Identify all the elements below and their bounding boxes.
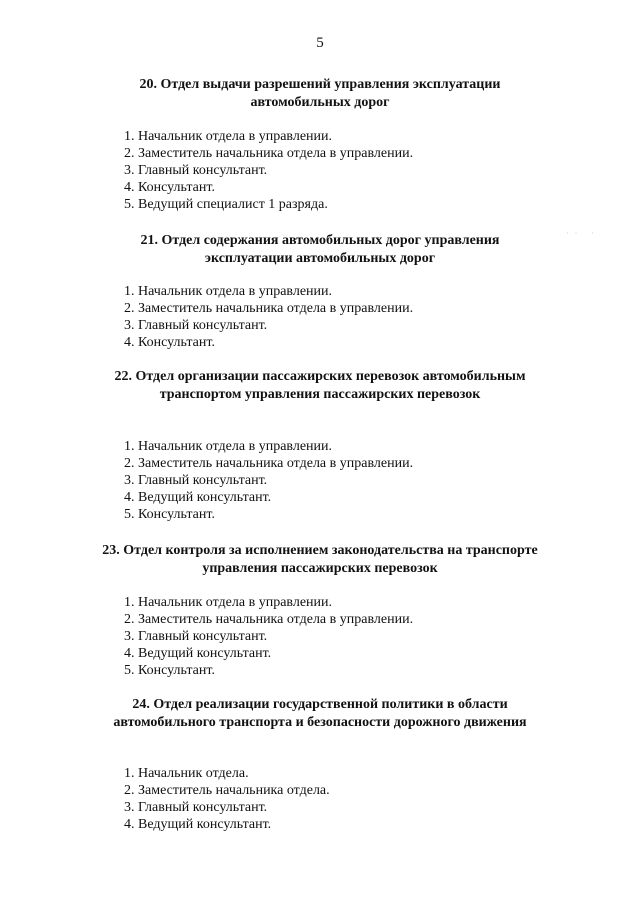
list-item: 4. Ведущий консультант. (124, 817, 272, 832)
list-item: 1. Начальник отдела в управлении. (124, 284, 333, 299)
section-24 (0, 696, 640, 732)
section-title: 21. Отдел содержания автомобильных дорог управления эксплуатации автомобильных дорог (140, 233, 500, 266)
section-21 (0, 232, 640, 268)
section-20-list (124, 128, 413, 213)
list-item: 5. Ведущий специалист 1 разряда. (124, 197, 328, 212)
list-item: 4. Консультант. (124, 180, 215, 195)
list-item: 3. Главный консультант. (124, 163, 268, 178)
list-item: 3. Главный консультант. (124, 473, 268, 488)
section-23 (0, 542, 640, 578)
section-title: 20. Отдел выдачи разрешений управления эксплуатации автомобильных дорог (139, 77, 501, 110)
section-24-list (124, 765, 330, 833)
list-item: 2. Заместитель начальника отдела в управлении. (124, 301, 414, 316)
list-item: 3. Главный консультант. (124, 629, 268, 644)
list-item: 2. Заместитель начальника отдела в управлении. (124, 146, 414, 161)
section-title: 22. Отдел организации пассажирских перевозок автомобильным транспортом управления пассажирских перевозок (114, 369, 526, 402)
list-item: 5. Консультант. (124, 663, 215, 678)
list-item: 1. Начальник отдела. (124, 766, 249, 781)
list-item: 2. Заместитель начальника отдела. (124, 783, 330, 798)
list-item: 2. Заместитель начальника отдела в управлении. (124, 456, 414, 471)
list-item: 1. Начальник отдела в управлении. (124, 439, 333, 454)
list-item: 4. Ведущий консультант. (124, 646, 272, 661)
list-item: 4. Консультант. (124, 335, 215, 350)
section-title: 23. Отдел контроля за исполнением законодательства на транспорте управления пассажирских перевозок (102, 543, 538, 576)
section-title: 24. Отдел реализации государственной политики в области автомобильного транспорта и безопасности дорожного движения (113, 697, 527, 730)
section-21-list (124, 283, 413, 351)
page-number: 5 (316, 35, 324, 51)
list-item: 2. Заместитель начальника отдела в управлении. (124, 612, 414, 627)
scan-specks: ·· · (566, 229, 600, 238)
section-23-list (124, 594, 413, 679)
section-22 (0, 368, 640, 404)
list-item: 5. Консультант. (124, 507, 215, 522)
list-item: 1. Начальник отдела в управлении. (124, 129, 333, 144)
list-item: 3. Главный консультант. (124, 800, 268, 815)
section-22-list (124, 438, 413, 523)
list-item: 3. Главный консультант. (124, 318, 268, 333)
list-item: 4. Ведущий консультант. (124, 490, 272, 505)
list-item: 1. Начальник отдела в управлении. (124, 595, 333, 610)
section-20 (0, 76, 640, 112)
